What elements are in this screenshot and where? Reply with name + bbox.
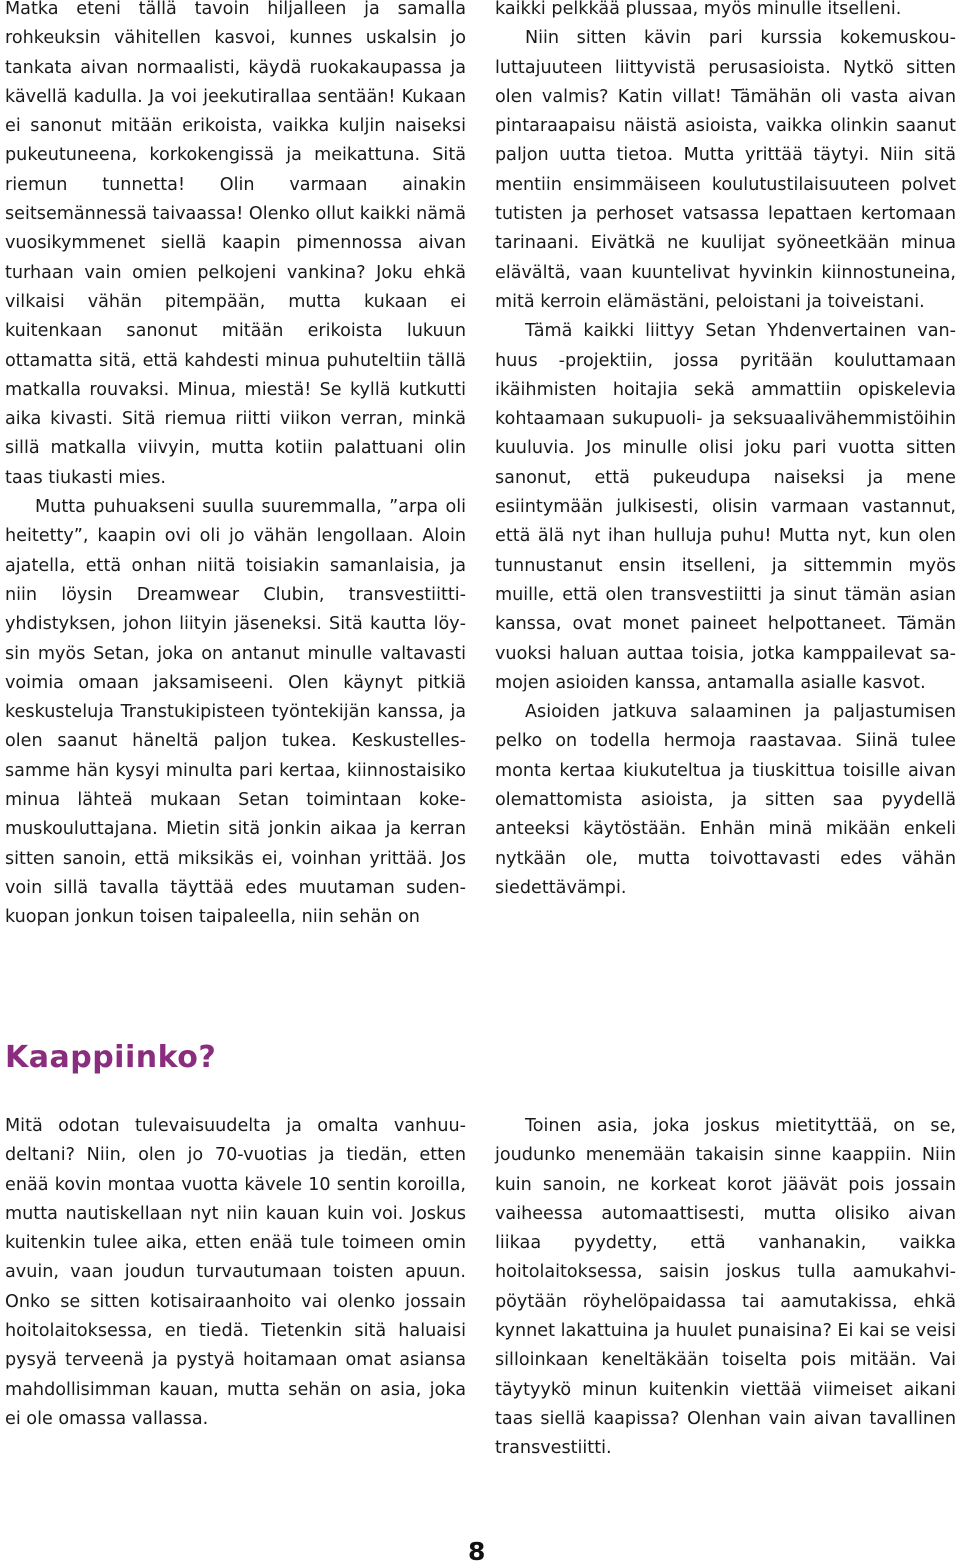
article-column-bottom-right — [495, 1112, 956, 1464]
article-column-top-right — [495, 0, 956, 903]
article-column-top-left — [5, 0, 466, 933]
paragraph: kaikki pelkkää plussaa, myös minulle itselleni. — [495, 0, 902, 19]
paragraph: Mutta puhuakseni suulla suuremmalla, ”arpa oli heitetty”, kaapin ovi oli jo vähän lengollaan. Aloin ajatella, että onhan niitä toisiakin samanlaisia, ja niin löysin Dreamwear Clubin, transvestiittiyhdistyksen, johon liityin jäseneksi. Sitä kautta löysin myös Setan, joka on antanut minulle valtavasti voimia omaan jaksamiseeni. Olen käynyt pitkiä keskusteluja Transtukipisteen työntekijän kanssa, ja olen saanut häneltä paljon tukea. Keskustellessamme hän kysyi minulta pari kertaa, kiinnostaisiko minua lähteä mukaan Setan toimintaan kokemuskouluttajana. Mietin sitä jonkin aikaa ja kerran sitten sanoin, että miksikäs ei, voinhan yrittää. Jos voin sillä tavalla täyttää edes muutaman sudenkuopan jonkun toisen taipaleella, niin sehän on — [5, 497, 466, 928]
paragraph: Tämä kaikki liittyy Setan Yhdenvertainen vanhuus -projektiin, jossa pyritään kouluttamaan ikäihmisten hoitajia sekä ammattiin opiskelevia kohtaamaan sukupuoli- ja seksuaalivähemmistöihin kuuluvia. Jos minulle olisi joku pari vuotta sitten sanonut, että pukeudupa naiseksi ja mene esiintymään julkisesti, olisin varmaan vastannut, että älä nyt ihan hulluja puhu! Mutta nyt, kun olen tunnustanut ensin itselleni, ja sittemmin myös muille, että olen transvestiitti ja sinut tämän asian kanssa, ovat monet paineet helpottaneet. Tämän vuoksi haluan auttaa toisia, jotka kamppailevat samojen asioiden kanssa, antamalla asialle kasvot. — [495, 321, 956, 693]
paragraph: Matka eteni tällä tavoin hiljalleen ja samalla rohkeuksin vähitellen kasvoi, kunnes uskalsin jo tankata aivan normaalisti, käydä ruokakaupassa ja kävellä kadulla. Ja voi jeekutirallaa sentään! Kukaan ei sanonut mitään erikoista, vaikka kuljin naiseksi pukeutuneena, korkokengissä ja meikattuna. Sitä riemun tunnetta! Olin varmaan ainakin seitsemännessä taivaassa! Olenko ollut kaikki nämä vuosikymmenet siellä kaapin pimennossa aivan turhaan vain omien pelkojeni vankina? Joku ehkä vilkaisi vähän pitempään, mutta kukaan ei kuitenkaan sanonut mitään erikoista lukuun ottamatta sitä, että kahdesti minua puhuteltiin tällä matkalla rouvaksi. Minua, miestä! Se kyllä kutkutti aika kivasti. Sitä riemua riitti viikon verran, minkä sillä matkalla viivyin, mutta kotiin palattuani olin taas tiukasti mies. — [5, 0, 466, 488]
paragraph: Niin sitten kävin pari kurssia kokemuskouluttajuuteen liittyvistä perusasioista. Nytkö sitten olen valmis? Katin villat! Tämähän oli vasta aivan pintaraapaisu näistä asioista, vaikka olinkin saanut paljon uutta tietoa. Mutta yrittää täytyi. Niin sitä mentiin ensimmäiseen koulutustilaisuuteen polvet tutisten ja perhoset vatsassa lepattaen kertomaan tarinaani. Eivätkä ne kuulijat syöneetkään minua elävältä, vaan kuuntelivat hyvinkin kiinnostuneina, mitä kerroin elämästäni, peloistani ja toiveistani. — [495, 28, 956, 312]
article-column-bottom-left — [5, 1112, 466, 1434]
paragraph: Toinen asia, joka joskus mietityttää, on se, joudunko menemään takaisin sinne kaappiin. Niin kuin sanoin, ne korkeat korot jäävät pois jossain vaiheessa automaattisesti, mutta olisiko aivan liikaa pyydetty, että vanhanakin, vaikka hoitolaitoksessa, saisin joskus tulla aamukahvipöytään röyhelöpaidassa tai aamutakissa, ehkä kynnet lakattuina ja huulet punaisina? Ei kai se veisi silloinkaan keneltäkään toiselta pois mitään. Vai täytyykö minun kuitenkin viettää viimeiset aikani taas siellä kaapissa? Olenhan vain aivan tavallinen transvestiitti. — [495, 1116, 956, 1459]
page-number: 8 — [468, 1537, 486, 1566]
paragraph: Asioiden jatkuva salaaminen ja paljastumisen pelko on todella hermoja raastavaa. Siinä tulee monta kertaa kiukuteltua ja tiuskittua toisille aivan olemattomista asioista, ja sitten saa pyydellä anteeksi käytöstään. Enhän minä mikään enkeli nytkään ole, mutta toivottavasti edes vähän siedettävämpi. — [495, 702, 956, 898]
paragraph: Mitä odotan tulevaisuudelta ja omalta vanhuudeltani? Niin, olen jo 70-vuotias ja tiedän, etten enää kovin montaa vuotta kävele 10 sentin koroilla, mutta nautiskellaan nyt niin kauan kuin voi. Joskus kuitenkin tulee aika, etten enää tule toimeen omin avuin, vaan joudun turvautumaan toisten apuun. Onko se sitten kotisairaanhoito vai olenko jossain hoitolaitoksessa, en tiedä. Tietenkin sitä haluaisi pysyä terveenä ja pystyä hoitamaan omat asiansa mahdollisimman kauan, mutta sehän on asia, joka ei ole omassa vallassa. — [5, 1116, 466, 1429]
section-heading: Kaappiinko? — [5, 1040, 217, 1075]
